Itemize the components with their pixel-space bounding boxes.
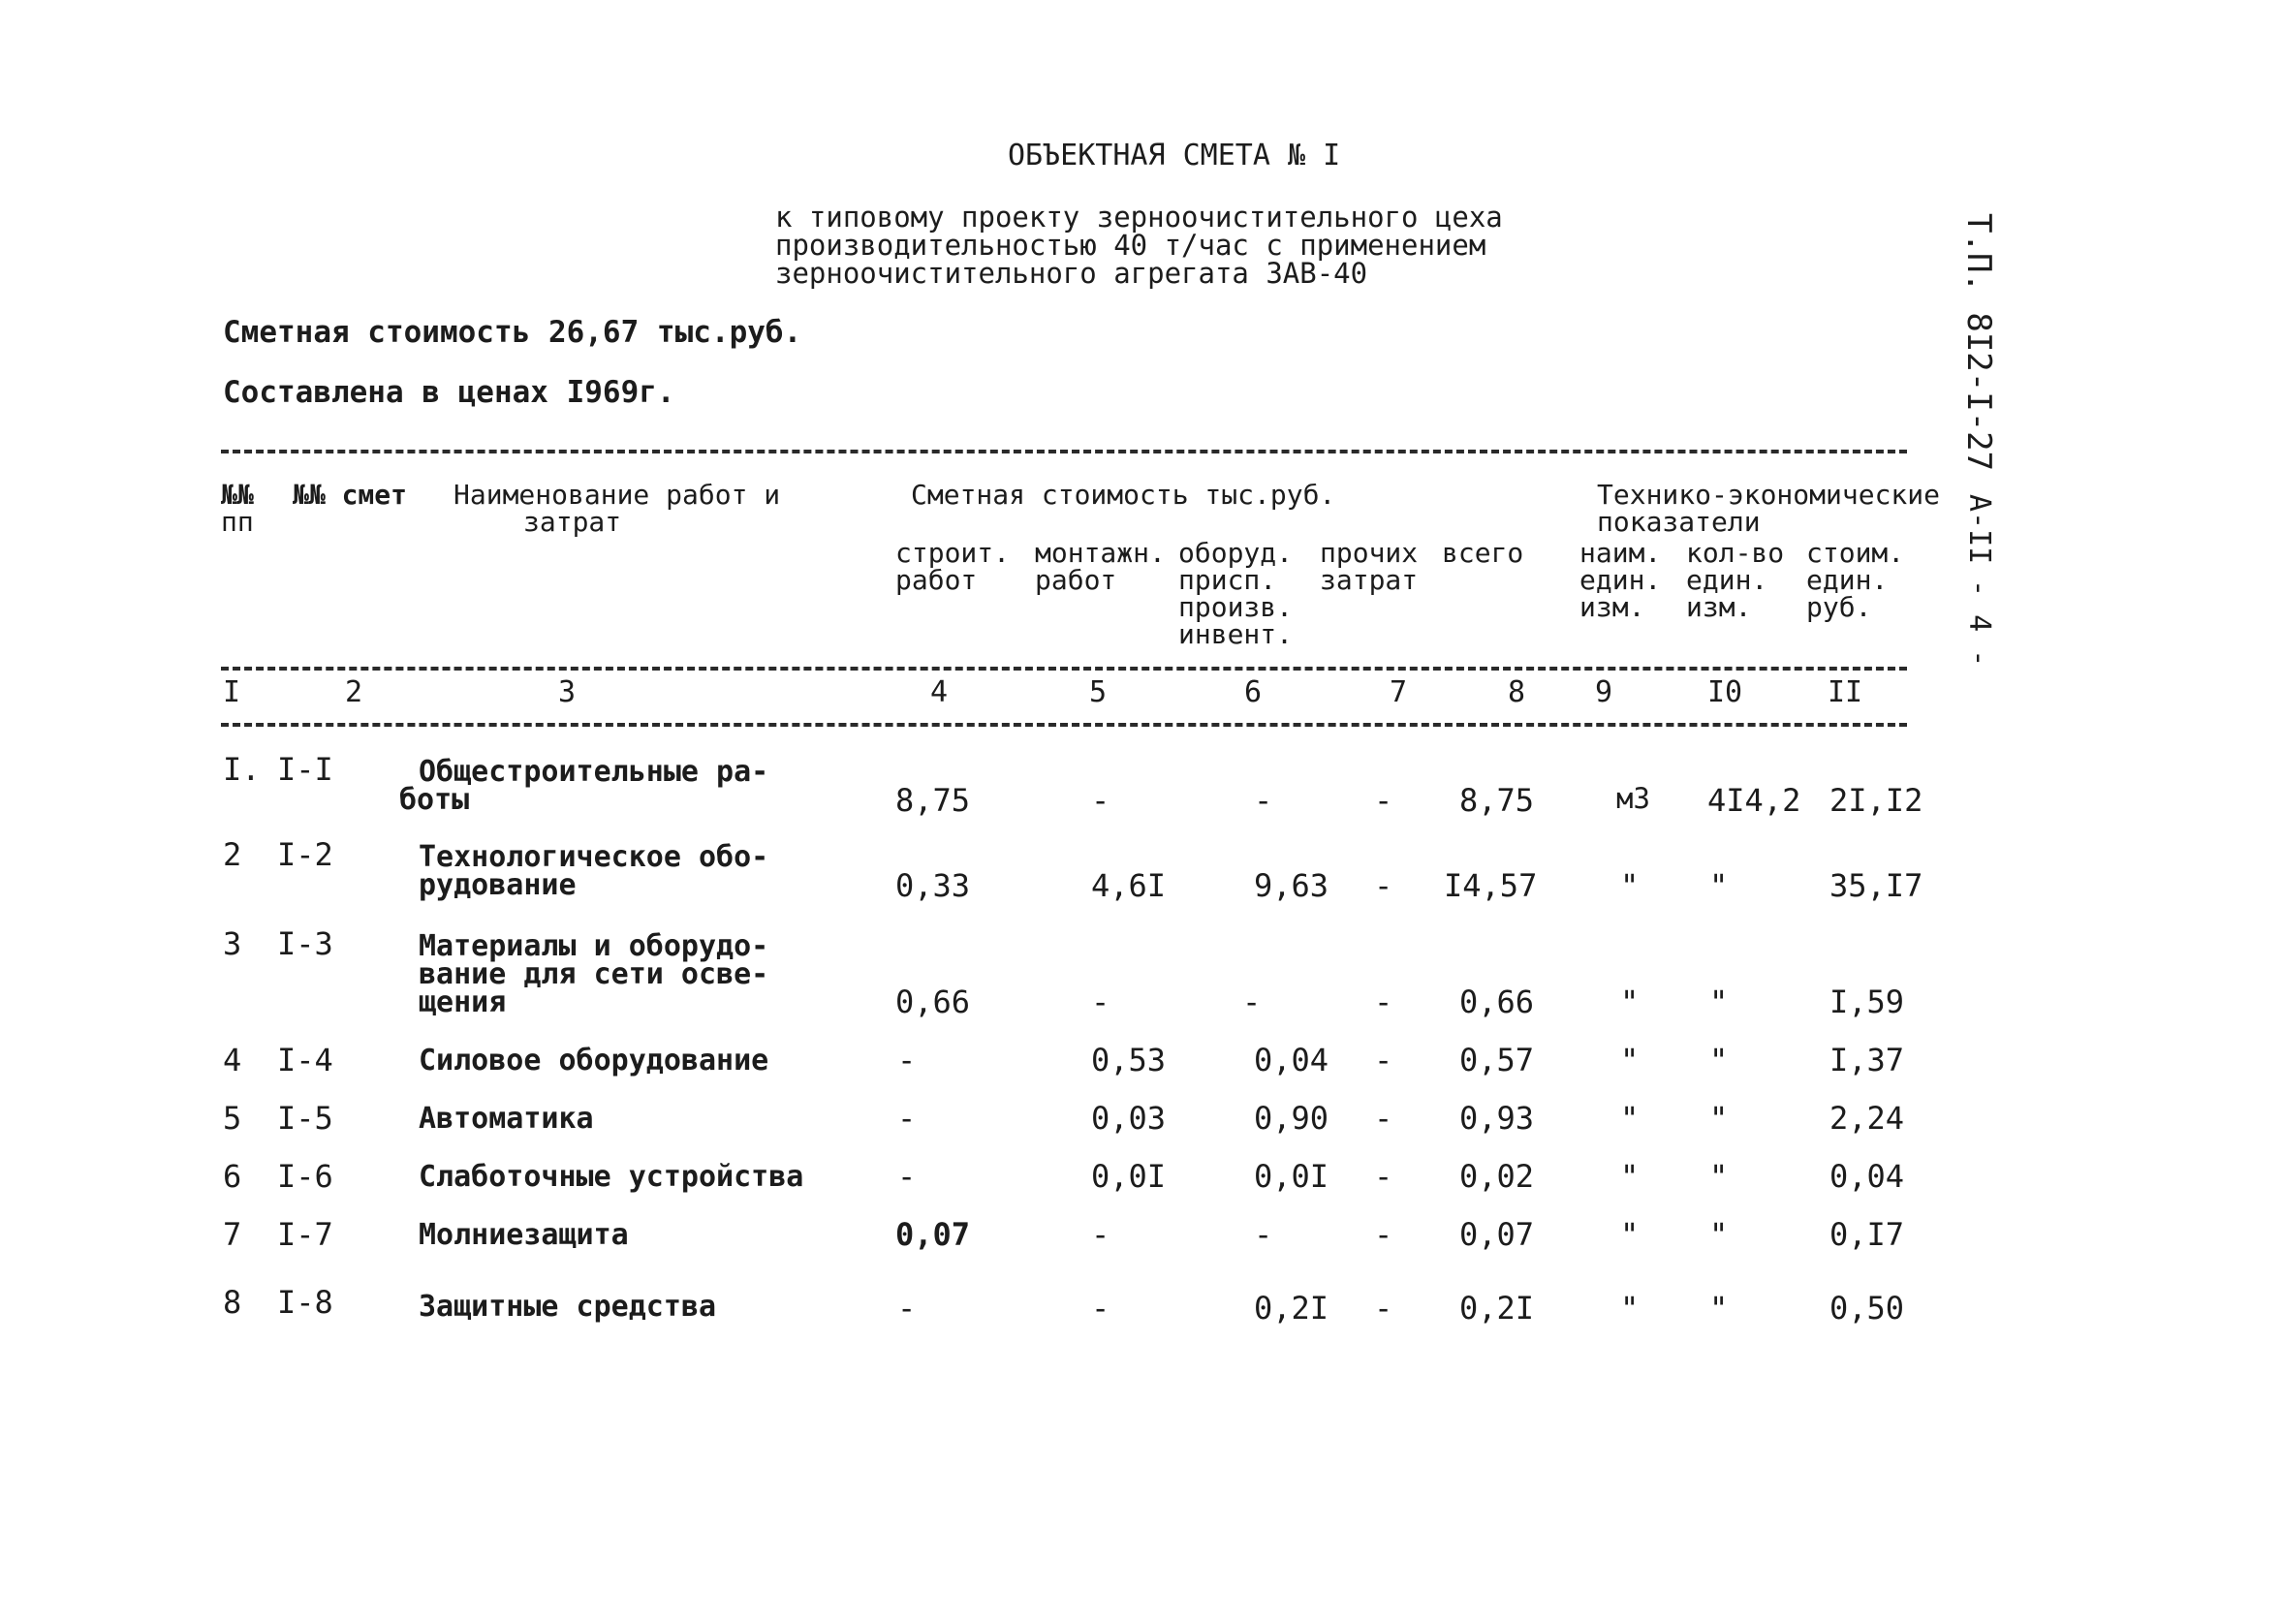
cost-installation: 0,0I xyxy=(1091,1158,1167,1195)
work-name-line: щения xyxy=(419,985,507,1019)
work-name-line: Слаботочные устройства xyxy=(419,1160,804,1194)
unit-quantity: " xyxy=(1709,1042,1729,1078)
header-col6-line2: присп. xyxy=(1178,564,1277,596)
cost-total: 0,93 xyxy=(1459,1100,1535,1137)
header-col11-line1: стоим. xyxy=(1806,537,1905,569)
unit-cost: 0,I7 xyxy=(1829,1216,1905,1253)
unit-quantity: " xyxy=(1709,1290,1729,1327)
cost-equipment: - xyxy=(1254,1216,1273,1253)
header-col9-line1: наим. xyxy=(1579,537,1662,569)
colnum-9: 9 xyxy=(1595,675,1613,709)
unit-quantity: " xyxy=(1709,867,1729,904)
header-group-tech-line2: показатели xyxy=(1597,506,1761,538)
row-number: 6 xyxy=(223,1158,242,1195)
cost-equipment: - xyxy=(1254,782,1273,819)
estimate-number: I-I xyxy=(277,751,333,788)
unit-cost: 0,04 xyxy=(1829,1158,1905,1195)
header-col7-line2: затрат xyxy=(1320,564,1419,596)
row-number: 7 xyxy=(223,1216,242,1253)
colnum-6: 6 xyxy=(1244,675,1263,709)
cost-total: 8,75 xyxy=(1459,782,1535,819)
unit-name: м3 xyxy=(1616,782,1650,815)
work-name-line: Технологическое обо- xyxy=(419,840,769,874)
side-album: А-II xyxy=(1962,494,1996,565)
rule-numbers-bottom xyxy=(221,723,1907,727)
cost-other: - xyxy=(1374,984,1393,1020)
cost-equipment: 9,63 xyxy=(1254,867,1329,904)
cost-equipment: - xyxy=(1242,984,1262,1020)
subtitle-line-2: производительностью 40 т/час с применением xyxy=(775,229,1486,262)
cost-equipment: 0,2I xyxy=(1254,1290,1329,1327)
colnum-11: II xyxy=(1828,675,1863,709)
subtitle-line-3: зерноочистительного агрегата ЗАВ-40 xyxy=(775,257,1368,290)
row-number: 3 xyxy=(223,925,242,962)
unit-cost: I,37 xyxy=(1829,1042,1905,1078)
row-number: 5 xyxy=(223,1100,242,1137)
header-col3-line2: затрат xyxy=(523,506,622,538)
work-name-line: Материалы и оборудо- xyxy=(419,929,769,963)
unit-quantity: " xyxy=(1709,1216,1729,1253)
cost-construction: 0,66 xyxy=(895,984,971,1020)
work-name-line: Общестроительные ра- xyxy=(419,755,769,789)
estimated-cost: Сметная стоимость 26,67 тыс.руб. xyxy=(223,315,802,350)
header-col6-line4: инвент. xyxy=(1178,618,1294,650)
estimate-number: I-6 xyxy=(277,1158,333,1195)
unit-name: " xyxy=(1620,1100,1640,1137)
cost-construction: 8,75 xyxy=(895,782,971,819)
unit-cost: 0,50 xyxy=(1829,1290,1905,1327)
cost-total: 0,57 xyxy=(1459,1042,1535,1078)
header-col5-line1: монтажн. xyxy=(1035,537,1166,569)
colnum-8: 8 xyxy=(1508,675,1526,709)
cost-total: 0,66 xyxy=(1459,984,1535,1020)
header-col9-line3: изм. xyxy=(1579,591,1645,623)
row-number: I. xyxy=(223,751,261,788)
side-project-code: Т.П. 8I2-I-27 xyxy=(1959,213,1998,472)
cost-construction: - xyxy=(897,1100,917,1137)
cost-total: 0,07 xyxy=(1459,1216,1535,1253)
header-col4-line2: работ xyxy=(895,564,978,596)
cost-construction: - xyxy=(897,1042,917,1078)
row-number: 4 xyxy=(223,1042,242,1078)
header-col1-line2: пп xyxy=(221,506,254,538)
header-col6-line3: произв. xyxy=(1178,591,1294,623)
cost-other: - xyxy=(1374,1158,1393,1195)
unit-quantity: 4I4,2 xyxy=(1707,782,1801,819)
cost-other: - xyxy=(1374,1216,1393,1253)
header-col9-line2: един. xyxy=(1579,564,1662,596)
estimate-number: I-2 xyxy=(277,836,333,873)
cost-other: - xyxy=(1374,1290,1393,1327)
unit-name: " xyxy=(1620,1158,1640,1195)
rule-top xyxy=(221,450,1907,453)
cost-total: I4,57 xyxy=(1444,867,1538,904)
colnum-1: I xyxy=(223,675,241,709)
unit-quantity: " xyxy=(1709,1158,1729,1195)
unit-name: " xyxy=(1620,1216,1640,1253)
unit-quantity: " xyxy=(1709,1100,1729,1137)
header-col2: №№ смет xyxy=(293,479,408,511)
work-name-line: Защитные средства xyxy=(419,1290,717,1324)
header-col8: всего xyxy=(1442,537,1524,569)
work-name-line: вание для сети осве- xyxy=(419,957,769,991)
header-col7-line1: прочих xyxy=(1320,537,1419,569)
colnum-2: 2 xyxy=(345,675,363,709)
cost-installation: - xyxy=(1091,1290,1110,1327)
unit-cost: 2,24 xyxy=(1829,1100,1905,1137)
colnum-7: 7 xyxy=(1390,675,1408,709)
cost-installation: - xyxy=(1091,782,1110,819)
unit-quantity: " xyxy=(1709,984,1729,1020)
estimate-number: I-4 xyxy=(277,1042,333,1078)
colnum-4: 4 xyxy=(930,675,949,709)
cost-total: 0,2I xyxy=(1459,1290,1535,1327)
rule-header-bottom xyxy=(221,667,1907,671)
cost-installation: 0,03 xyxy=(1091,1100,1167,1137)
cost-total: 0,02 xyxy=(1459,1158,1535,1195)
estimate-number: I-7 xyxy=(277,1216,333,1253)
unit-name: " xyxy=(1620,1042,1640,1078)
estimate-number: I-3 xyxy=(277,925,333,962)
header-col1-line1: №№ xyxy=(221,479,254,511)
header-group-tech-line1: Технико-экономические xyxy=(1597,479,1941,511)
header-col10-line1: кол-во xyxy=(1686,537,1785,569)
colnum-5: 5 xyxy=(1089,675,1108,709)
cost-equipment: 0,0I xyxy=(1254,1158,1329,1195)
unit-name: " xyxy=(1620,1290,1640,1327)
unit-cost: I,59 xyxy=(1829,984,1905,1020)
cost-installation: 4,6I xyxy=(1091,867,1167,904)
unit-cost: 35,I7 xyxy=(1829,867,1923,904)
cost-construction: 0,07 xyxy=(895,1216,971,1253)
work-name-line: Силовое оборудование xyxy=(419,1044,769,1077)
header-col11-line3: руб. xyxy=(1806,591,1872,623)
estimate-number: I-5 xyxy=(277,1100,333,1137)
row-number: 2 xyxy=(223,836,242,873)
colnum-3: 3 xyxy=(558,675,577,709)
cost-construction: 0,33 xyxy=(895,867,971,904)
side-page-number: - 4 - xyxy=(1962,579,1996,668)
header-col10-line2: един. xyxy=(1686,564,1768,596)
cost-equipment: 0,90 xyxy=(1254,1100,1329,1137)
unit-name: " xyxy=(1620,984,1640,1020)
unit-name: " xyxy=(1620,867,1640,904)
cost-construction: - xyxy=(897,1158,917,1195)
cost-other: - xyxy=(1374,1042,1393,1078)
subtitle-line-1: к типовому проекту зерноочистительного цеха xyxy=(775,201,1503,234)
cost-equipment: 0,04 xyxy=(1254,1042,1329,1078)
cost-construction: - xyxy=(897,1290,917,1327)
header-col5-line2: работ xyxy=(1035,564,1117,596)
header-col11-line2: един. xyxy=(1806,564,1889,596)
header-col4-line1: строит. xyxy=(895,537,1011,569)
colnum-10: I0 xyxy=(1707,675,1743,709)
header-col3-line1: Наименование работ и xyxy=(453,479,781,511)
header-group-cost: Сметная стоимость тыс.руб. xyxy=(911,479,1336,511)
cost-installation: 0,53 xyxy=(1091,1042,1167,1078)
cost-other: - xyxy=(1374,1100,1393,1137)
cost-other: - xyxy=(1374,867,1393,904)
cost-installation: - xyxy=(1091,1216,1110,1253)
estimate-number: I-8 xyxy=(277,1284,333,1321)
cost-installation: - xyxy=(1091,984,1110,1020)
header-col10-line3: изм. xyxy=(1686,591,1752,623)
work-name-line: Автоматика xyxy=(419,1102,594,1136)
work-name-line: боты xyxy=(399,783,470,817)
row-number: 8 xyxy=(223,1284,242,1321)
document-title: ОБЪЕКТНАЯ СМЕТА № I xyxy=(1008,139,1341,172)
work-name-line: рудование xyxy=(419,868,577,902)
price-basis: Составлена в ценах I969г. xyxy=(223,375,675,410)
unit-cost: 2I,I2 xyxy=(1829,782,1923,819)
cost-other: - xyxy=(1374,782,1393,819)
header-col6-line1: оборуд. xyxy=(1178,537,1294,569)
work-name-line: Молниезащита xyxy=(419,1218,629,1252)
